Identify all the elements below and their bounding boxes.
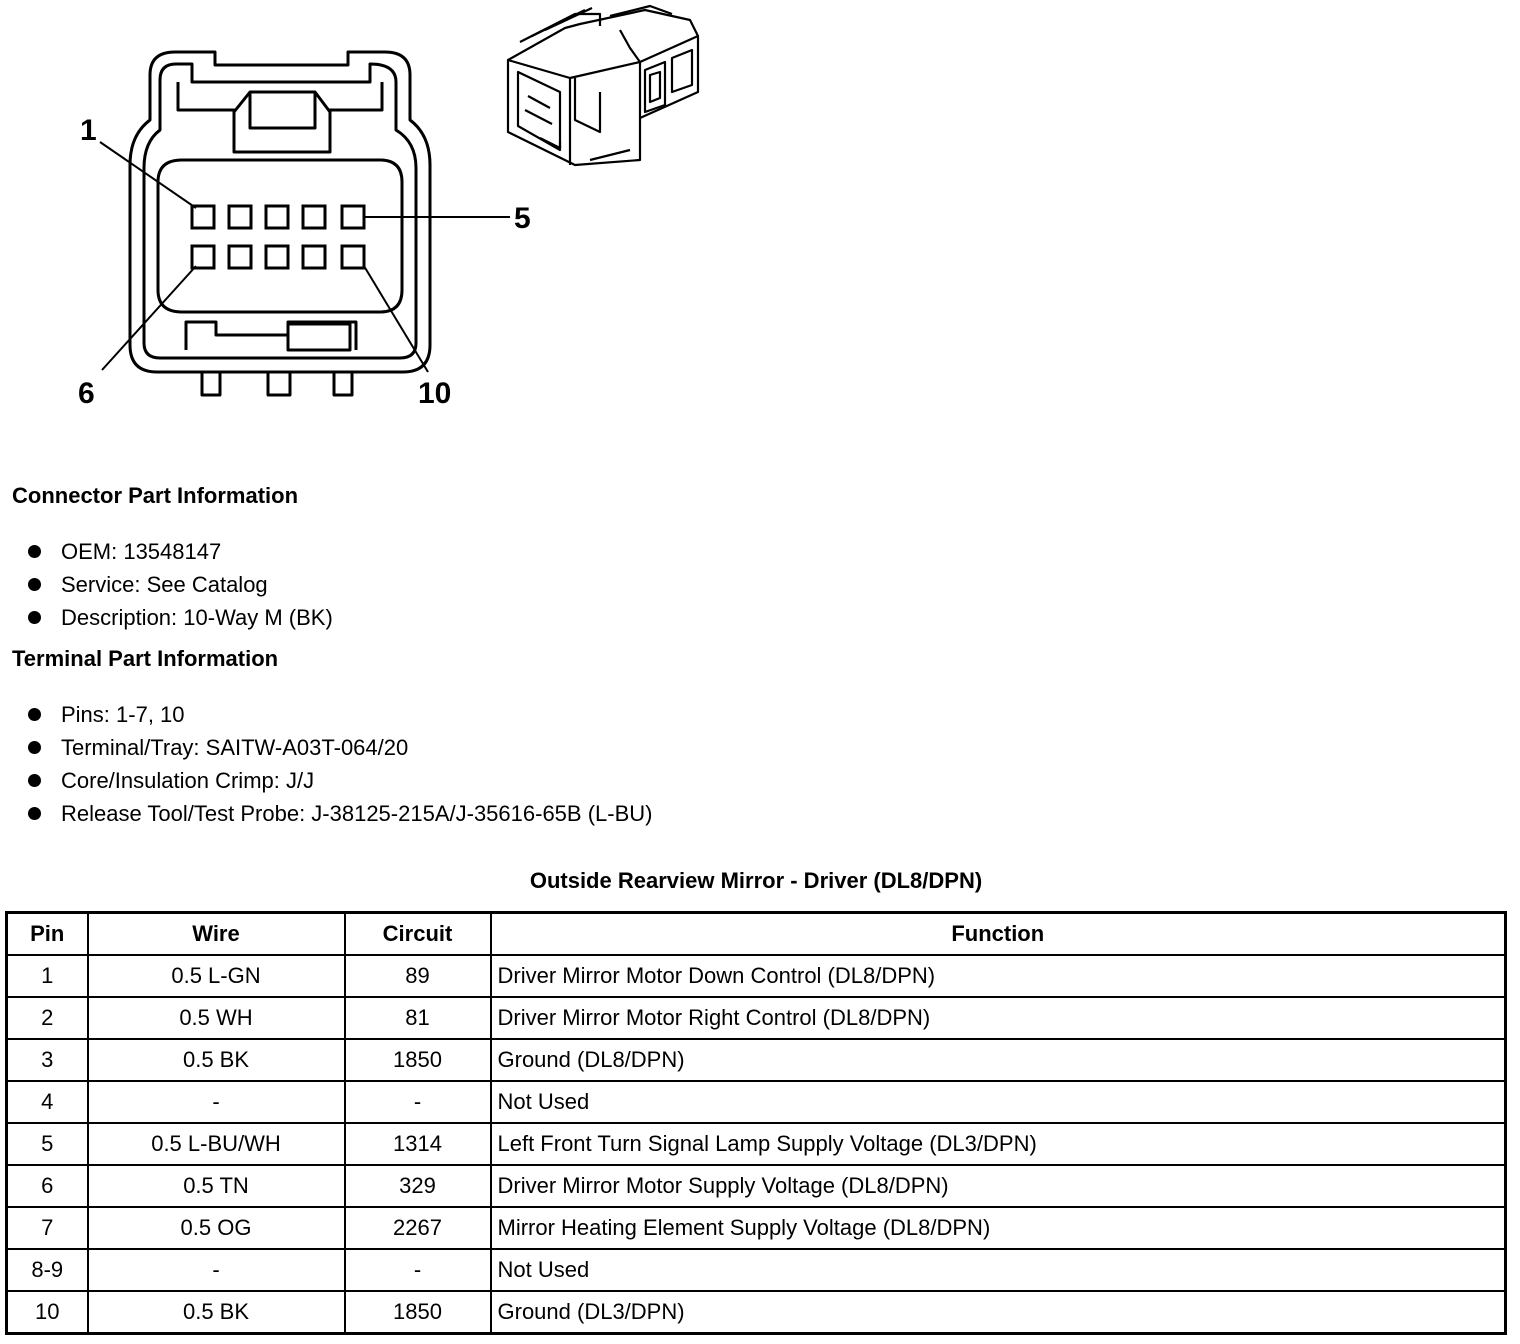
terminal-part-info-list [28,698,652,830]
pin-cavity-9 [303,246,325,268]
cell-circuit: 1850 [345,1291,491,1334]
table-row [7,1249,1506,1291]
bullet-icon [28,611,41,624]
pin-cavity-3 [266,206,288,228]
cell-circuit: - [345,1249,491,1291]
cell-pin: 2 [7,997,88,1039]
pin-cavity-5 [342,206,364,228]
cell-function: Driver Mirror Motor Down Control (DL8/DPN) [491,955,1506,997]
connector-part-info-heading: Connector Part Information [12,483,299,508]
table-row [7,1123,1506,1165]
pinout-table [5,911,1507,1335]
table-row [7,955,1506,997]
cell-wire: - [88,1249,345,1291]
pin-cavity-7 [229,246,251,268]
cell-circuit: - [345,1081,491,1123]
list-item [28,797,652,830]
cell-wire: 0.5 L-BU/WH [88,1123,345,1165]
list-item-text: OEM: 13548147 [61,539,222,564]
table-header-row [7,913,1506,956]
list-item [28,535,333,568]
cell-circuit: 1850 [345,1039,491,1081]
list-item [28,698,652,731]
column-header-circuit: Circuit [345,913,491,956]
cell-function: Mirror Heating Element Supply Voltage (DL8/DPN) [491,1207,1506,1249]
cell-wire: 0.5 L-GN [88,955,345,997]
cell-pin: 3 [7,1039,88,1081]
bullet-icon [28,807,41,820]
pin-cavity-8 [266,246,288,268]
cell-function: Not Used [491,1249,1506,1291]
column-header-function: Function [491,913,1506,956]
pin-cavity-2 [229,206,251,228]
peg-middle [268,372,290,395]
table-row [7,1081,1506,1123]
cell-pin: 1 [7,955,88,997]
cell-pin: 7 [7,1207,88,1249]
pin-label-6: 6 [78,377,95,410]
leader-line-10 [364,266,428,372]
cell-circuit: 329 [345,1165,491,1207]
column-header-wire: Wire [88,913,345,956]
connector-housing-outline [130,52,430,372]
cell-circuit: 81 [345,997,491,1039]
cell-function: Driver Mirror Motor Right Control (DL8/DPN) [491,997,1506,1039]
bullet-icon [28,774,41,787]
connector-inner-outline [144,64,416,358]
table-title: Outside Rearview Mirror - Driver (DL8/DPN) [529,868,983,893]
table-row [7,997,1506,1039]
list-item-text: Pins: 1-7, 10 [61,702,185,727]
connector-part-info-list [28,535,333,634]
pin-cavity-10 [342,246,364,268]
column-header-pin: Pin [7,913,88,956]
terminal-cavity [158,160,402,312]
list-item-text: Release Tool/Test Probe: J-38125-215A/J-35616-65B (L-BU) [61,801,653,826]
cell-function: Ground (DL3/DPN) [491,1291,1506,1334]
connector-3d-illustration [508,6,698,165]
cell-wire: 0.5 WH [88,997,345,1039]
cell-pin: 4 [7,1081,88,1123]
list-item-text: Core/Insulation Crimp: J/J [61,768,315,793]
cell-pin: 8-9 [7,1249,88,1291]
cell-function: Left Front Turn Signal Lamp Supply Voltage (DL3/DPN) [491,1123,1506,1165]
pin-label-5: 5 [514,202,531,235]
list-item [28,601,333,634]
table-row [7,1291,1506,1334]
pin-cavity-6 [192,246,214,268]
cell-wire: 0.5 BK [88,1291,345,1334]
bullet-icon [28,545,41,558]
cell-pin: 5 [7,1123,88,1165]
bullet-icon [28,741,41,754]
pin-cavity-4 [303,206,325,228]
cell-circuit: 1314 [345,1123,491,1165]
bottom-key [186,322,356,350]
list-item [28,568,333,601]
connector-diagram [0,0,760,440]
cell-pin: 10 [7,1291,88,1334]
table-row [7,1165,1506,1207]
cell-circuit: 2267 [345,1207,491,1249]
cell-wire: 0.5 TN [88,1165,345,1207]
list-item [28,731,652,764]
bullet-icon [28,578,41,591]
pin-label-10: 10 [418,377,452,410]
cell-wire: 0.5 BK [88,1039,345,1081]
cell-wire: - [88,1081,345,1123]
table-row [7,1039,1506,1081]
list-item-text: Service: See Catalog [61,572,268,597]
list-item-text: Description: 10-Way M (BK) [61,605,333,630]
cell-pin: 6 [7,1165,88,1207]
pin-label-1: 1 [80,114,97,147]
cell-function: Ground (DL8/DPN) [491,1039,1506,1081]
leader-line-1 [100,142,196,208]
table-row [7,1207,1506,1249]
list-item [28,764,652,797]
cell-wire: 0.5 OG [88,1207,345,1249]
peg-left [202,372,220,395]
peg-right [334,372,352,395]
pin-cavity-1 [192,206,214,228]
cell-circuit: 89 [345,955,491,997]
list-item-text: Terminal/Tray: SAITW-A03T-064/20 [61,735,409,760]
cell-function: Driver Mirror Motor Supply Voltage (DL8/DPN) [491,1165,1506,1207]
bullet-icon [28,708,41,721]
cell-function: Not Used [491,1081,1506,1123]
terminal-part-info-heading: Terminal Part Information [12,646,279,671]
